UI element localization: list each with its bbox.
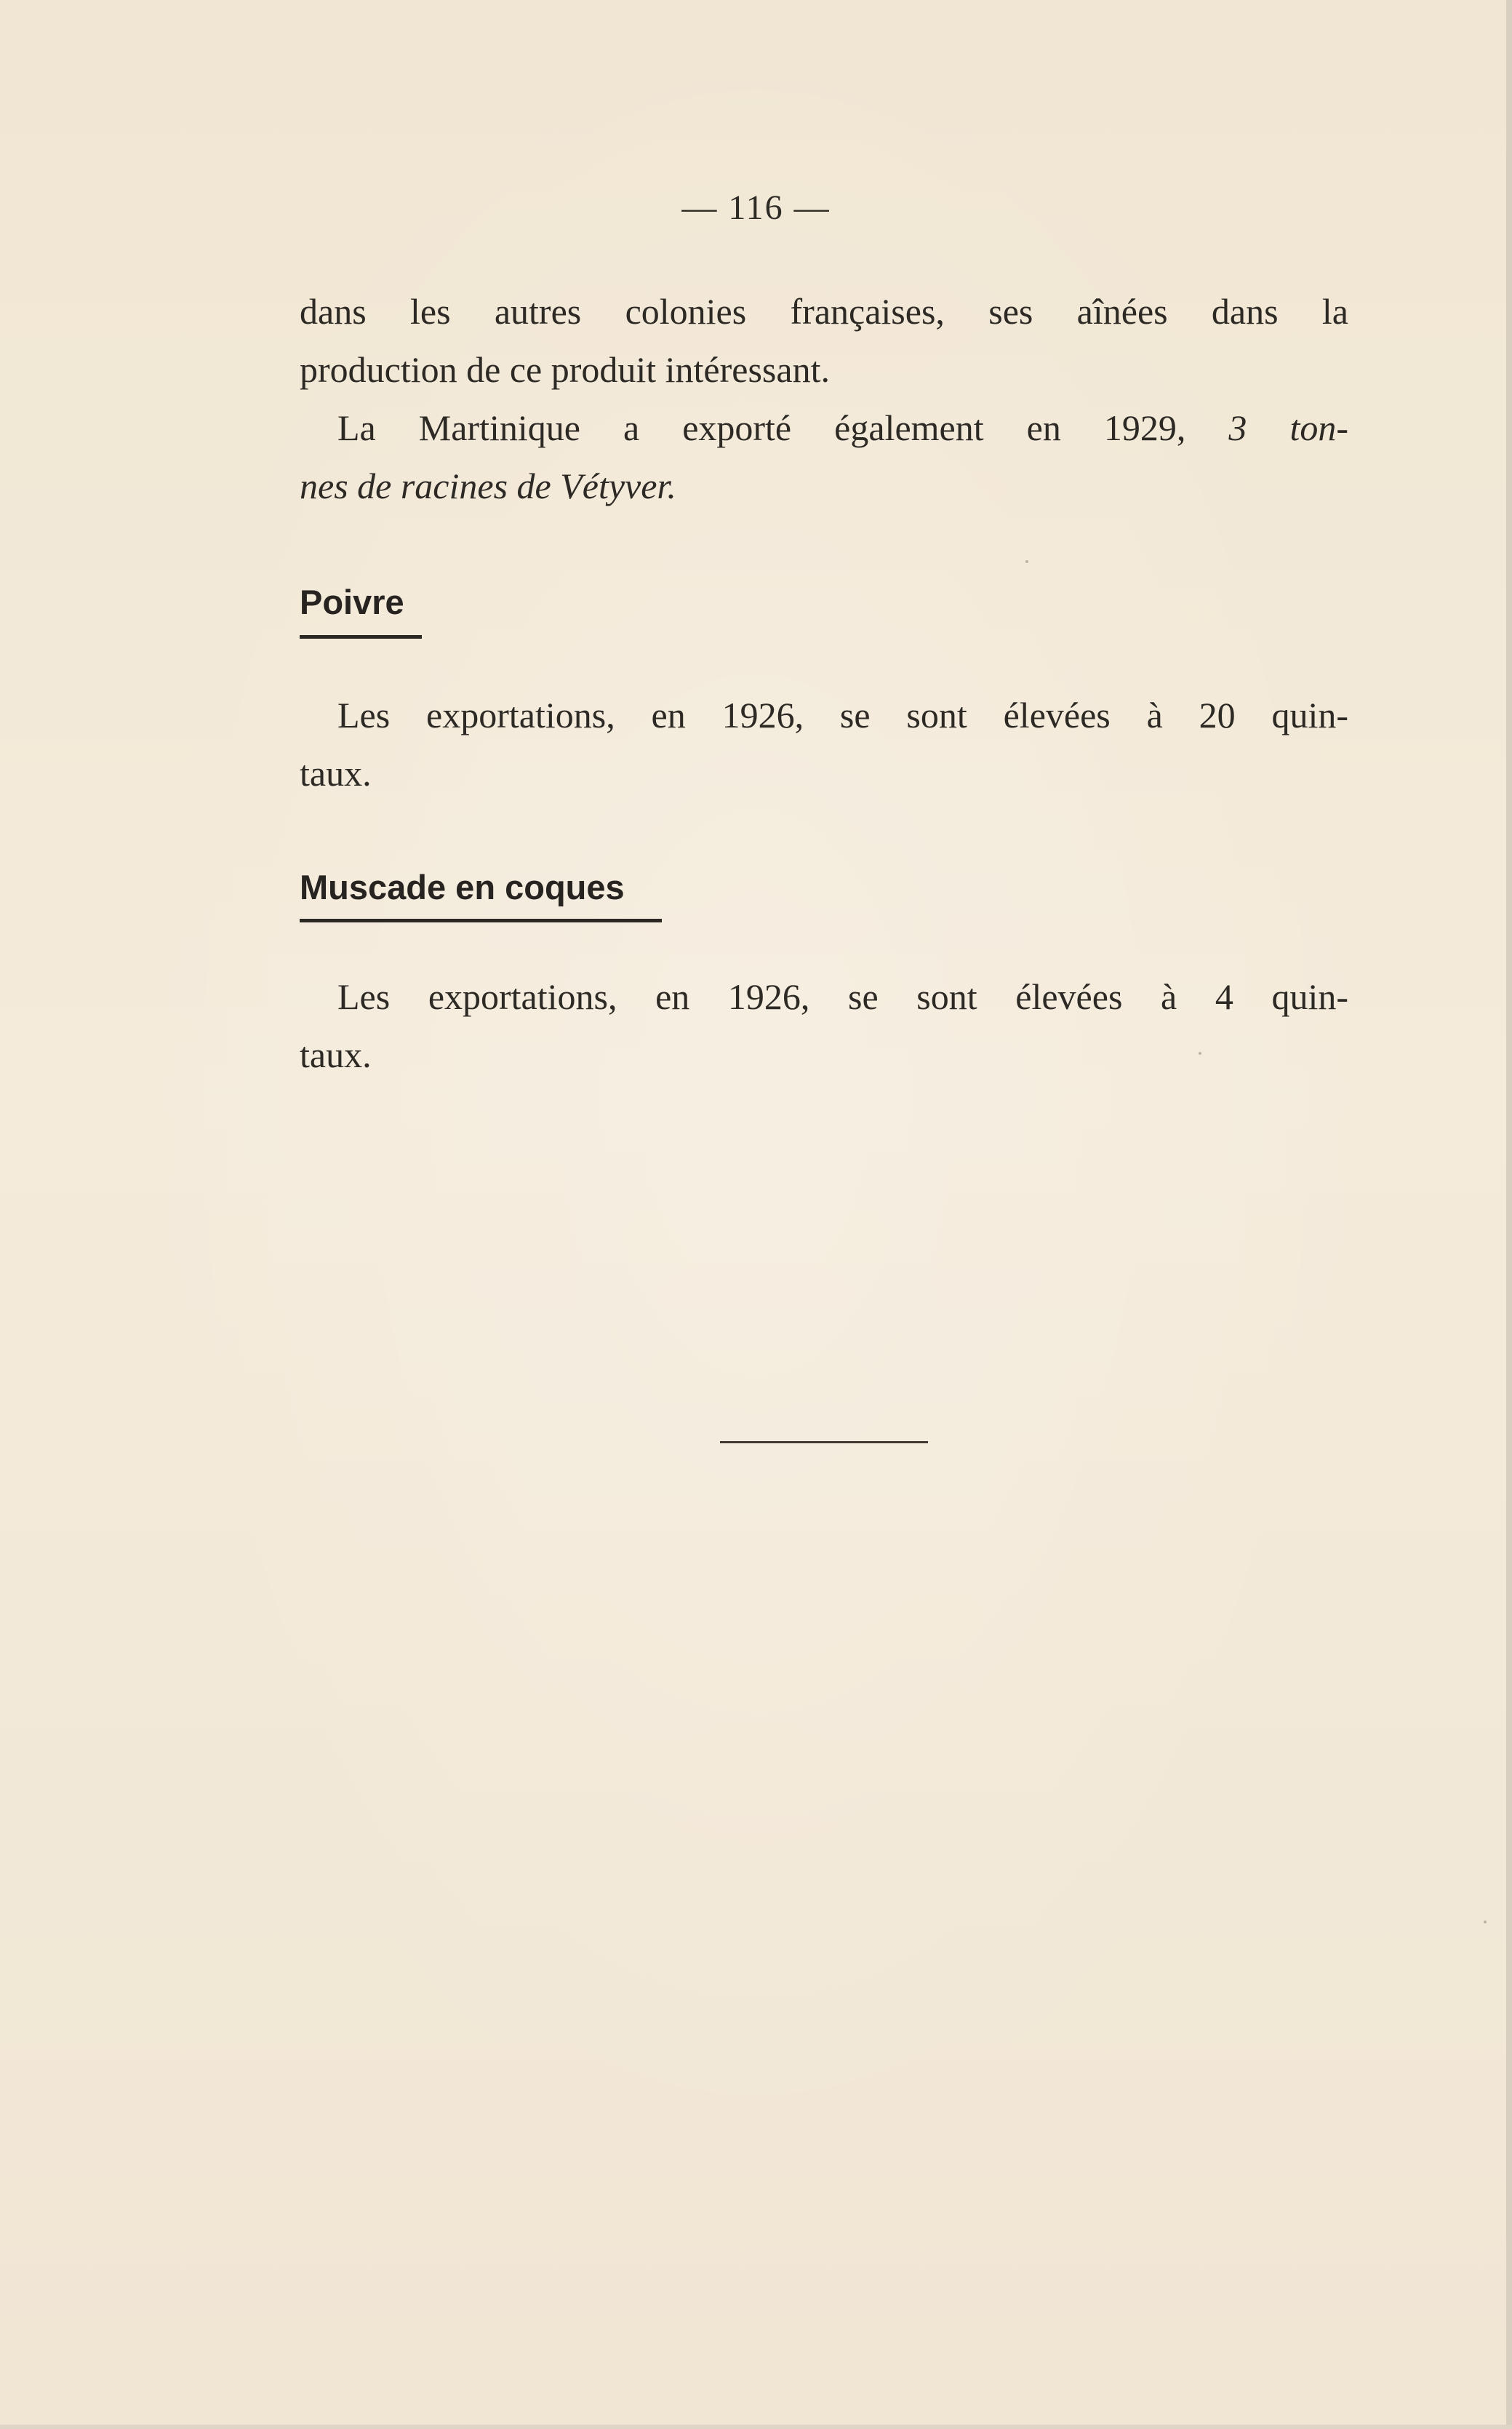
martinique-line-1-text: La Martinique a exporté également en 1929,: [337, 407, 1186, 448]
intro-paragraph: [300, 282, 1348, 399]
poivre-line-1: Les exportations, en 1926, se sont élevées à 20 quin-: [337, 695, 1348, 735]
muscade-line-1: Les exportations, en 1926, se sont élevées à 4 quin-: [337, 976, 1348, 1017]
heading-underline-poivre: [300, 635, 422, 639]
intro-line-2: production de ce produit intéressant.: [300, 349, 830, 390]
heading-underline-muscade: [300, 919, 662, 922]
poivre-paragraph: [300, 686, 1348, 802]
martinique-line-1-italic: 3 ton-: [1228, 407, 1348, 448]
page-bottom-edge: [0, 2425, 1512, 2429]
section-heading-poivre: Poivre: [300, 583, 404, 621]
page-edge-shadow: [1506, 0, 1512, 2429]
martinique-line-1: [300, 399, 1348, 457]
section-heading-muscade: Muscade en coques: [300, 868, 625, 906]
paper-speck: [1484, 1921, 1487, 1923]
poivre-line-2: taux.: [300, 753, 372, 794]
intro-line-1: dans les autres colonies françaises, ses aînées dans la: [300, 291, 1348, 332]
muscade-line-2: taux.: [300, 1034, 372, 1075]
martinique-line-2: nes de racines de Vétyver.: [300, 466, 676, 506]
paper-speck: [1025, 560, 1028, 563]
page-number: — 116 —: [681, 188, 831, 227]
martinique-paragraph: [300, 399, 1348, 515]
closing-rule: [720, 1441, 928, 1443]
paper-speck: [1199, 1052, 1201, 1055]
muscade-paragraph: [300, 968, 1348, 1084]
